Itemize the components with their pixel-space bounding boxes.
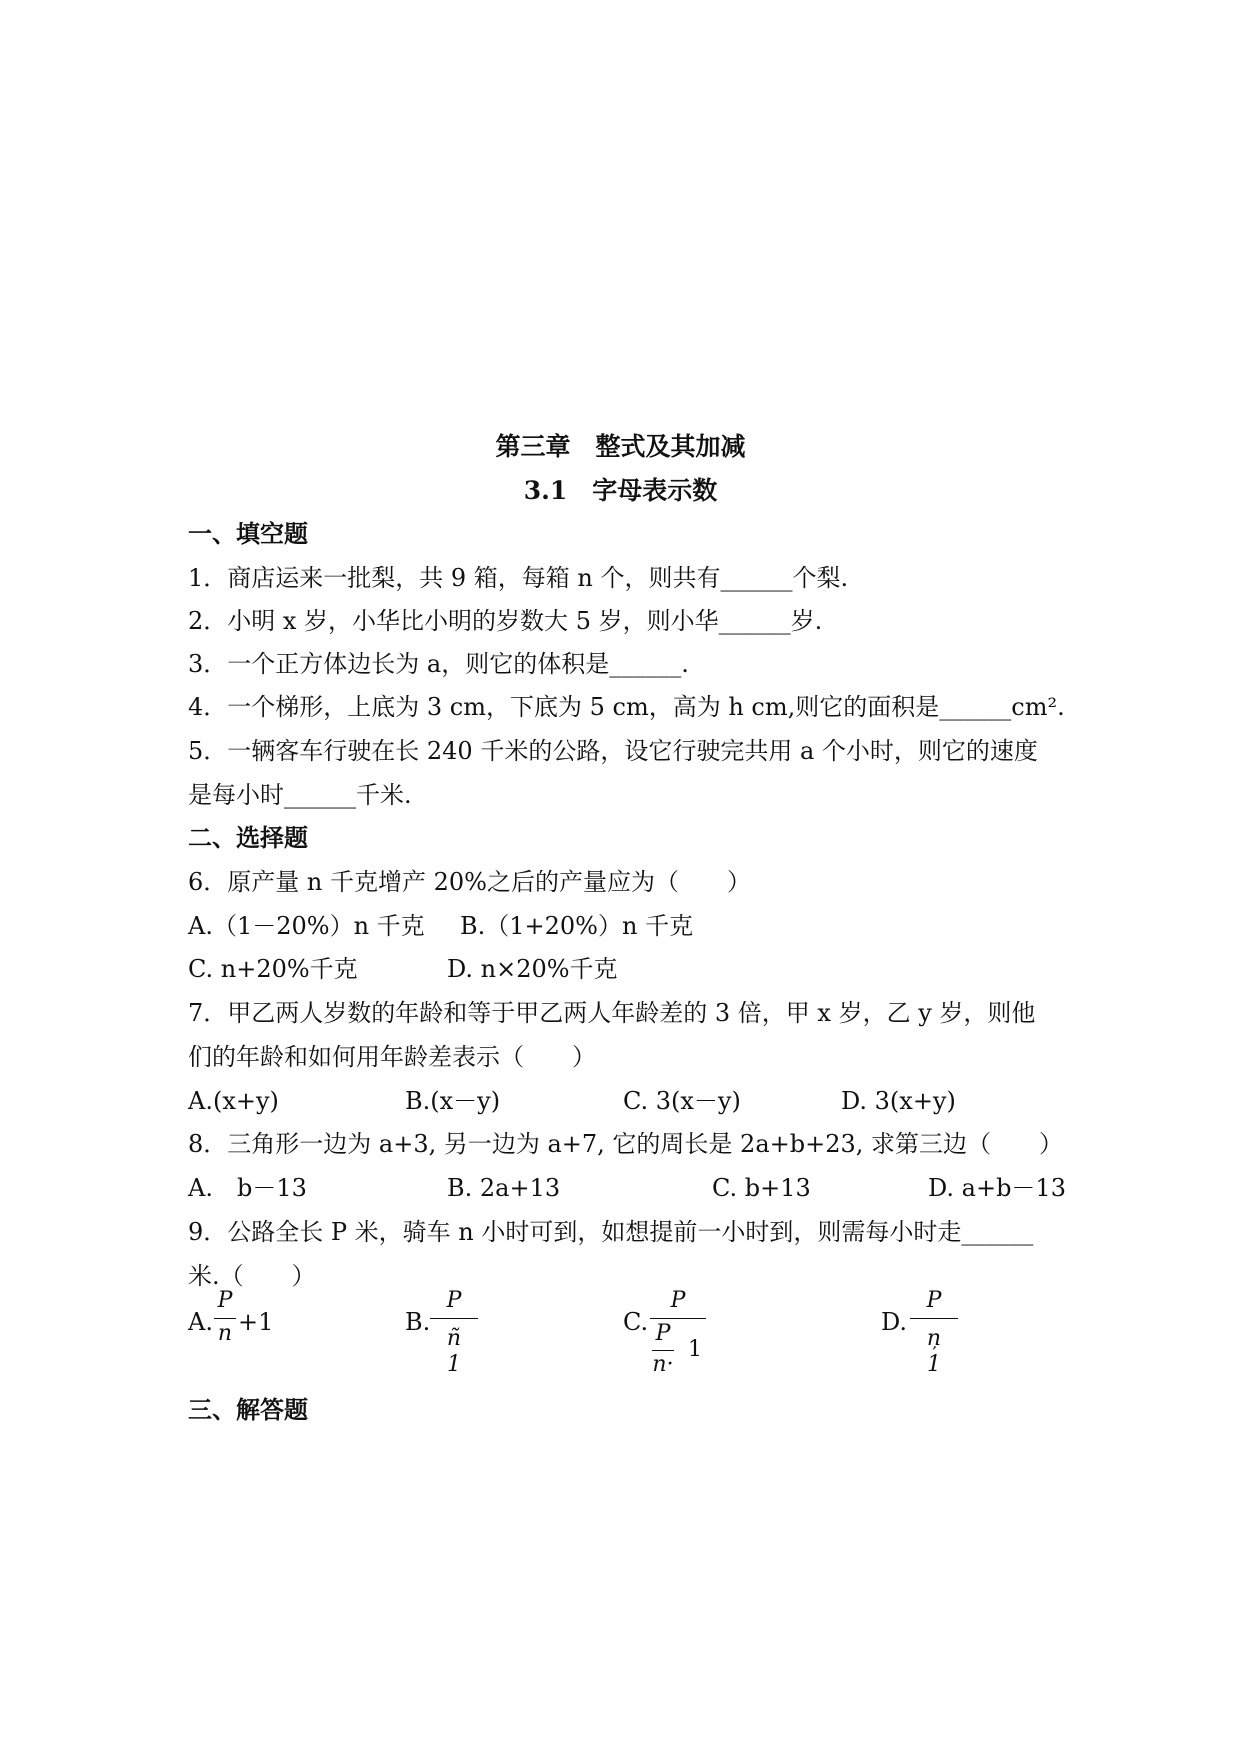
question-1: 1．商店运来一批梨，共 9 箱，每箱 n 个，则共有______个梨. <box>188 564 849 592</box>
question-9-option-b-label: B. <box>405 1308 431 1336</box>
fraction-bar <box>214 1318 236 1319</box>
question-9-option-a-numerator: P <box>217 1288 233 1313</box>
question-9-option-c-inner-numerator: P <box>655 1321 671 1346</box>
question-9-option-a-denominator: n <box>217 1321 233 1346</box>
fraction-bar <box>652 1350 674 1351</box>
question-9-option-d-numerator: P <box>926 1288 942 1313</box>
question-8-option-b: B. 2a+13 <box>447 1174 561 1202</box>
question-8: 8．三角形一边为 a+3, 另一边为 a+7, 它的周长是 2a+b+23, 求第三边（ ） <box>188 1130 1064 1158</box>
question-7-line-1: 7．甲乙两人岁数的年龄和等于甲乙两人年龄差的 3 倍，甲 x 岁，乙 y 岁，则他 <box>188 999 1036 1027</box>
question-5-line-1: 5．一辆客车行驶在长 240 千米的公路，设它行驶完共用 a 个小时，则它的速度 <box>188 737 1038 765</box>
section-heading-answer: 三、解答题 <box>188 1395 308 1424</box>
question-6-option-d: D. n×20%千克 <box>447 955 618 983</box>
question-9-option-c-tail: 1 <box>688 1337 702 1362</box>
question-9-option-b-numerator: P <box>446 1288 462 1313</box>
fraction-bar <box>650 1318 706 1319</box>
question-9-option-a-tail: +1 <box>238 1308 274 1336</box>
section-subtitle: 3.1 字母表示数 <box>523 476 718 505</box>
question-7-option-d: D. 3(x+y) <box>841 1087 956 1115</box>
question-9-line-2: 米.（ ） <box>188 1262 316 1290</box>
question-6-option-c: C. n+20%千克 <box>188 955 358 983</box>
question-9-option-a-label: A. <box>188 1308 213 1336</box>
question-7-option-a: A.(x+y) <box>188 1087 279 1115</box>
question-6-option-a: A.（1－20%）n 千克 <box>188 912 425 940</box>
question-7-option-c: C. 3(x－y) <box>623 1087 741 1115</box>
fraction-bar <box>910 1318 958 1319</box>
question-3: 3．一个正方体边长为 a，则它的体积是______. <box>188 650 689 678</box>
section-heading-fill: 一、填空题 <box>188 519 308 548</box>
question-9-option-d-denominator: ņ 1 <box>926 1326 964 1377</box>
fraction-bar <box>430 1318 478 1319</box>
question-9-line-1: 9．公路全长 P 米，骑车 n 小时可到，如想提前一小时到，则需每小时走______ <box>188 1218 1034 1246</box>
chapter-title: 第三章 整式及其加减 <box>495 432 746 461</box>
question-9-option-c-inner-denominator: n· <box>652 1352 674 1377</box>
question-8-option-d: D. a+b－13 <box>928 1174 1066 1202</box>
question-2: 2．小明 x 岁，小华比小明的岁数大 5 岁，则小华______岁. <box>188 607 823 635</box>
question-8-option-a: A. b－13 <box>188 1174 307 1202</box>
question-9-option-c-label: C. <box>623 1308 649 1336</box>
question-9-option-c-numerator: P <box>670 1288 686 1313</box>
question-9-option-b-denominator: ñ 1 <box>446 1326 484 1377</box>
question-8-option-c: C. b+13 <box>712 1174 811 1202</box>
question-5-line-2: 是每小时______千米. <box>188 781 412 809</box>
section-heading-choice: 二、选择题 <box>188 823 308 852</box>
question-6: 6．原产量 n 千克增产 20%之后的产量应为（ ） <box>188 868 751 896</box>
question-7-option-b: B.(x－y) <box>405 1087 501 1115</box>
question-4: 4．一个梯形，上底为 3 cm，下底为 5 cm，高为 h cm,则它的面积是______cm². <box>188 693 1065 721</box>
question-7-line-2: 们的年龄和如何用年龄差表示（ ） <box>188 1043 596 1071</box>
question-9-option-d-label: D. <box>881 1308 908 1336</box>
question-6-option-b: B.（1+20%）n 千克 <box>460 912 694 940</box>
